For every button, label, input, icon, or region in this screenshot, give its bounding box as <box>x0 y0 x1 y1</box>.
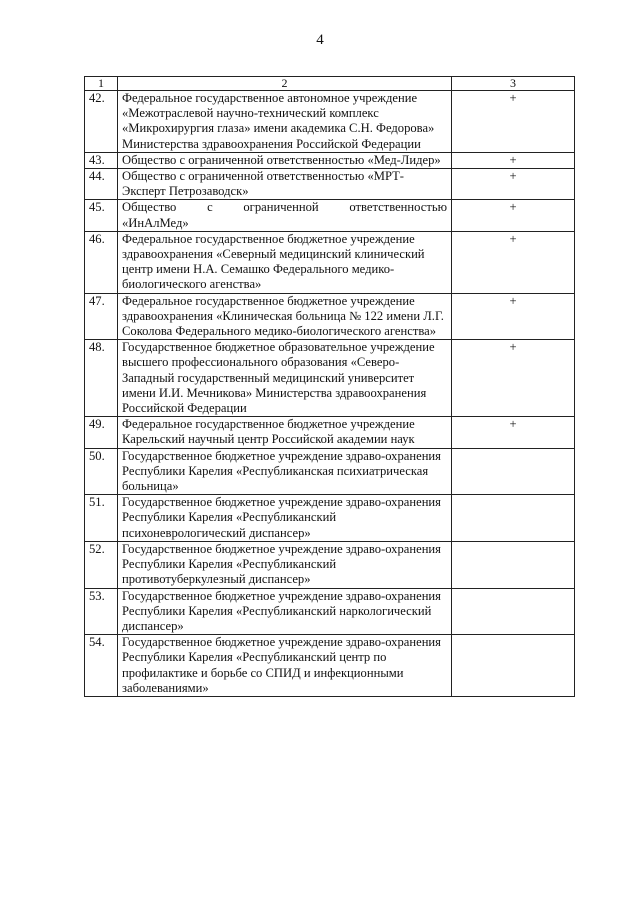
header-col-2: 2 <box>118 77 452 91</box>
organization-name: Государственное бюджетное учреждение здраво-охранения Республики Карелия «Республиканский центр по профилактике и борьбе со СПИД и инфекционными заболеваниями» <box>118 635 452 697</box>
table-row <box>85 340 575 417</box>
organization-name: Государственное бюджетное учреждение здраво-охранения Республики Карелия «Республиканский психоневрологический диспансер» <box>118 495 452 542</box>
table-row <box>85 91 575 153</box>
table-row <box>85 588 575 635</box>
table-row <box>85 417 575 448</box>
table-row <box>85 541 575 588</box>
participation-mark <box>452 448 575 495</box>
participation-mark <box>452 588 575 635</box>
participation-mark <box>452 541 575 588</box>
row-number: 46. <box>85 231 118 293</box>
participation-mark: + <box>452 231 575 293</box>
organization-name: Общество с ограниченной ответственностью «Мед-Лидер» <box>118 152 452 168</box>
organization-name: Государственное бюджетное учреждение здраво-охранения Республики Карелия «Республиканский наркологический диспансер» <box>118 588 452 635</box>
table-row <box>85 200 575 231</box>
row-number: 42. <box>85 91 118 153</box>
participation-mark: + <box>452 200 575 231</box>
row-number: 45. <box>85 200 118 231</box>
organization-name: Федеральное государственное автономное учреждение «Межотраслевой научно-технический комплекс «Микрохирургия глаза» имени академика С.Н. Федорова» Министерства здравоохранения Российской Федерации <box>118 91 452 153</box>
table-row <box>85 152 575 168</box>
participation-mark: + <box>452 417 575 448</box>
organization-name: Общество с ограниченной ответственностью «МРТ-Эксперт Петрозаводск» <box>118 169 452 200</box>
participation-mark: + <box>452 340 575 417</box>
organization-name: Государственное бюджетное образовательное учреждение высшего профессионального образования «Северо-Западный государственный медицинский университет имени И.И. Мечникова» Министерства здравоохранения Российской Федерации <box>118 340 452 417</box>
row-number: 49. <box>85 417 118 448</box>
organization-name: Государственное бюджетное учреждение здраво-охранения Республики Карелия «Республиканский противотуберкулезный диспансер» <box>118 541 452 588</box>
row-number: 54. <box>85 635 118 697</box>
row-number: 52. <box>85 541 118 588</box>
participation-mark: + <box>452 293 575 340</box>
table-header <box>85 77 575 91</box>
table-row <box>85 293 575 340</box>
organization-name-line-1: Общество с ограниченной ответственностью <box>122 200 447 215</box>
row-number: 50. <box>85 448 118 495</box>
participation-mark: + <box>452 91 575 153</box>
table-body <box>85 91 575 697</box>
organization-name <box>118 200 452 231</box>
row-number: 43. <box>85 152 118 168</box>
table-row <box>85 495 575 542</box>
table-row <box>85 448 575 495</box>
table-row <box>85 231 575 293</box>
organization-name: Федеральное государственное бюджетное учреждение здравоохранения «Северный медицинский клинический центр имени Н.А. Семашко Федерального медико-биологического агенства» <box>118 231 452 293</box>
row-number: 51. <box>85 495 118 542</box>
header-col-1: 1 <box>85 77 118 91</box>
organization-name: Федеральное государственное бюджетное учреждение здравоохранения «Клиническая больница № 122 имени Л.Г. Соколова Федерального медико-биологического агенства» <box>118 293 452 340</box>
participation-mark <box>452 495 575 542</box>
participation-mark: + <box>452 152 575 168</box>
row-number: 53. <box>85 588 118 635</box>
row-number: 44. <box>85 169 118 200</box>
organization-name: Федеральное государственное бюджетное учреждение Карельский научный центр Российской академии наук <box>118 417 452 448</box>
organization-name-line-2: «ИнАлМед» <box>122 215 189 230</box>
header-col-3: 3 <box>452 77 575 91</box>
participation-mark: + <box>452 169 575 200</box>
participation-mark <box>452 635 575 697</box>
organizations-table <box>84 76 575 697</box>
table-row <box>85 169 575 200</box>
header-row <box>85 77 575 91</box>
table-row <box>85 635 575 697</box>
row-number: 48. <box>85 340 118 417</box>
row-number: 47. <box>85 293 118 340</box>
organization-name: Государственное бюджетное учреждение здраво-охранения Республики Карелия «Республиканская психиатрическая больница» <box>118 448 452 495</box>
page-number: 4 <box>316 32 324 48</box>
